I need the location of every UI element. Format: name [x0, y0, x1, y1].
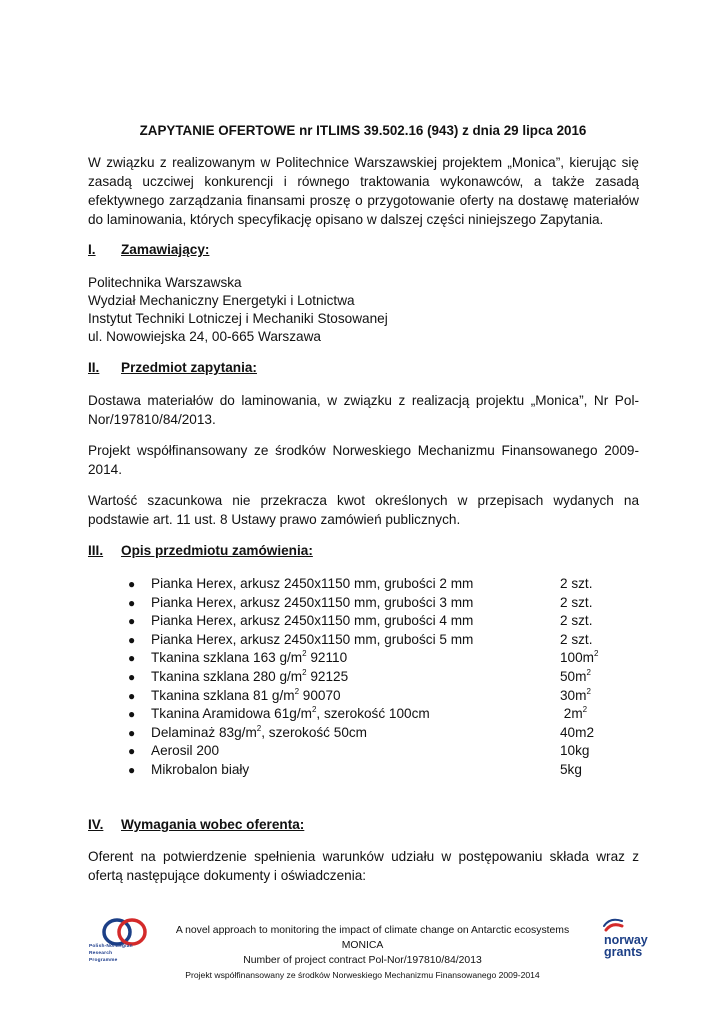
bullet-icon: ●	[128, 595, 136, 610]
bullet-icon: ●	[128, 744, 136, 759]
item-description: Aerosil 200	[151, 743, 220, 759]
pnrp-logo-text: Polish-Norwegian Research Programme	[89, 944, 133, 963]
list-item	[128, 594, 628, 613]
section-3-title: Opis przedmiotu zamówienia:	[121, 543, 313, 558]
footer-contract-number: Number of project contract Pol-Nor/197810/84/2013	[243, 955, 482, 966]
section-3-heading	[88, 543, 313, 558]
section-2-paragraph: Dostawa materiałów do laminowania, w związku z realizacją projektu „Monica”, Nr Pol-Nor/197810/84/2013.	[88, 393, 639, 427]
section-4-paragraph: Oferent na potwierdzenie spełnienia warunków udziału w postępowaniu składa wraz z ofertą następujące dokumenty i oświadczenia:	[88, 849, 639, 883]
item-quantity: 2 szt.	[560, 631, 593, 647]
item-quantity: $100m^2$	[560, 649, 599, 666]
address-line: Politechnika Warszawska	[88, 275, 242, 290]
address-line: ul. Nowowiejska 24, 00-665 Warszawa	[88, 329, 321, 344]
list-item	[128, 668, 628, 687]
item-description: Tkanina Aramidowa $61g/m^2$, szerokość 100cm	[151, 705, 430, 722]
item-quantity: $50m^2$	[560, 667, 591, 684]
item-description: Tkanina szklana 280 $g/m^2$ 92125	[151, 667, 349, 684]
section-2-paragraph: Projekt współfinansowany ze środków Norweskiego Mechanizmu Finansowanego 2009-2014.	[88, 443, 639, 477]
bullet-icon: ●	[128, 577, 136, 591]
order-items-list	[128, 575, 628, 780]
footer-project-title: A novel approach to monitoring the impact of climate change on Antarctic ecosystems	[175, 925, 570, 936]
list-item	[128, 649, 628, 668]
footer-funding-note: Projekt współfinansowany ze środków Norweskiego Mechanizmu Finansowanego 2009-2014	[185, 970, 540, 980]
item-description: Pianka Herex, arkusz 2450x1150 mm, grubości 3 mm	[151, 594, 474, 610]
bullet-icon: ●	[128, 725, 136, 740]
section-1-title: Zamawiający:	[121, 242, 210, 257]
item-quantity: 5kg	[560, 761, 582, 777]
section-2-number: II.	[88, 360, 100, 375]
list-item	[128, 687, 628, 706]
section-2-heading	[88, 360, 257, 375]
item-quantity: 2 szt.	[560, 594, 593, 610]
bullet-icon: ●	[128, 651, 136, 666]
item-quantity: 2 szt.	[560, 576, 593, 591]
item-description: Tkanina szklana 163 $g/m^2$ 92110	[151, 649, 348, 666]
buyer-address	[88, 274, 388, 346]
footer-acronym: MONICA	[341, 940, 384, 951]
section-3-number: III.	[88, 543, 104, 558]
bullet-icon: ●	[128, 688, 136, 703]
item-quantity: 10kg	[560, 743, 590, 759]
bullet-icon: ●	[128, 669, 136, 684]
list-item	[128, 761, 628, 780]
list-item	[128, 631, 628, 650]
bullet-icon: ●	[128, 707, 136, 722]
address-line: Wydział Mechaniczny Energetyki i Lotnictwa	[88, 293, 355, 308]
document-title: ZAPYTANIE OFERTOWE nr ITLIMS 39.502.16 (943) z dnia 29 lipca 2016	[139, 123, 587, 138]
item-description: Pianka Herex, arkusz 2450x1150 mm, grubości 2 mm	[151, 576, 474, 591]
section-4-title: Wymagania wobec oferenta:	[121, 817, 305, 832]
item-quantity: 40m2	[560, 724, 595, 740]
bullet-icon: ●	[128, 632, 136, 647]
bullet-icon: ●	[128, 762, 136, 777]
section-1-number: I.	[88, 242, 96, 257]
item-quantity: 2 szt.	[560, 613, 593, 629]
list-item	[128, 724, 628, 743]
norway-grants-word: grants	[604, 945, 643, 959]
list-item	[128, 612, 628, 631]
item-description: Tkanina szklana 81 $g/m^2$ 90070	[151, 686, 341, 703]
section-4-heading	[88, 817, 304, 832]
list-item	[128, 705, 628, 724]
section-2-paragraph: Wartość szacunkowa nie przekracza kwot określonych w przepisach wydanych na podstawie art. 11 ust. 8 Ustawy prawo zamówień publicznych.	[88, 493, 639, 527]
page-footer	[0, 918, 725, 1018]
item-description: Pianka Herex, arkusz 2450x1150 mm, grubości 5 mm	[151, 631, 474, 647]
address-line: Instytut Techniki Lotniczej i Mechaniki Stosowanej	[88, 311, 388, 326]
item-description: Mikrobalon biały	[151, 761, 250, 777]
section-2-title: Przedmiot zapytania:	[121, 360, 257, 375]
item-description: Pianka Herex, arkusz 2450x1150 mm, grubości 4 mm	[151, 613, 474, 629]
intro-paragraph: W związku z realizowanym w Politechnice Warszawskiej projektem „Monica”, kierując się zasadą uczciwej konkurencji i równego traktowania wykonawców, a także zasadą efektywnego zarządzania finansami proszę o przygotowanie oferty na dostawę materiałów do laminowania, których specyfikację opisano w dalszej części niniejszego Zapytania.	[88, 155, 639, 227]
section-1-heading	[88, 242, 209, 257]
list-item	[128, 742, 628, 761]
item-description: Delaminaż $83g/m^2$, szerokość 50cm	[151, 723, 367, 740]
section-4-number: IV.	[88, 817, 104, 832]
list-item	[128, 575, 628, 594]
item-quantity: $30m^2$	[560, 686, 591, 703]
bullet-icon: ●	[128, 614, 136, 629]
item-quantity: $2m^2$	[560, 705, 588, 722]
norway-grants-word: norway	[604, 933, 648, 947]
